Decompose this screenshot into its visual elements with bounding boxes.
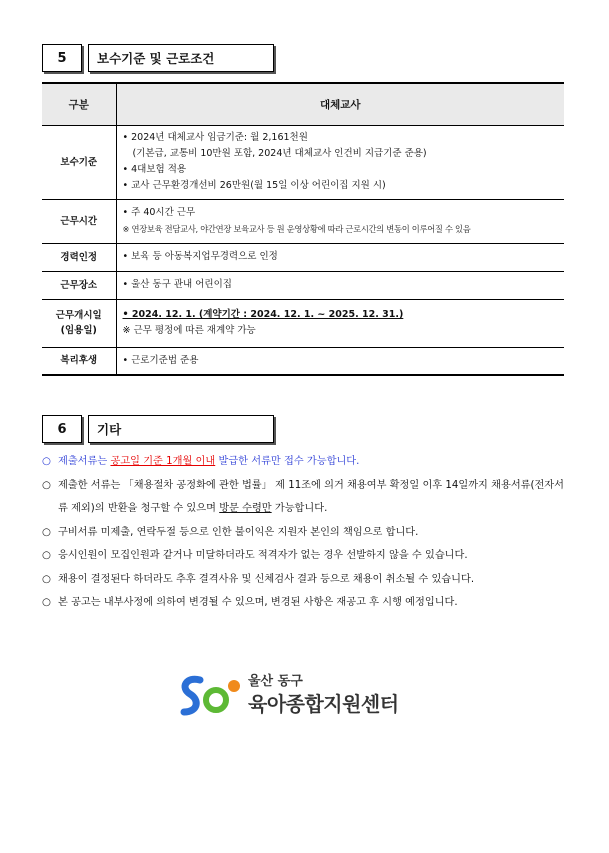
note-1-post: 발급한 서류만 접수 가능합니다. [215,456,360,467]
note-item-3 [42,521,564,545]
circle-bullet-icon: ○ [42,526,51,538]
start-label-line-2: (임용일) [60,325,97,336]
section-6-number: 6 [42,415,82,443]
circle-bullet-icon: ○ [42,456,51,467]
circle-bullet-icon: ○ [42,597,51,608]
row-start [42,299,564,347]
row-welfare-content: • 근로기준법 준용 [116,347,564,375]
start-label-line-1: 근무개시일 [55,310,102,321]
pay-line-1: • 2024년 대체교사 임금기준: 월 2,161천원 [122,132,308,143]
note-6-text: 본 공고는 내부사정에 의하여 변경될 수 있으며, 변경된 사항은 재공고 후 시행 예정입니다. [58,597,458,608]
table-header-row [42,83,564,125]
note-2-post: 가능합니다. [271,503,328,514]
circle-bullet-icon: ○ [42,479,51,491]
logo-line-2: 육아종합지원센터 [248,692,399,716]
note-2-underline: 방문 수령만 [219,503,272,514]
hours-note: ※ 연장보육 전담교사, 야간연장 보육교사 등 원 운영상황에 따라 근로시간의 변동이 이루어질 수 있음 [122,224,471,234]
circle-bullet-icon: ○ [42,573,51,585]
row-pay [42,125,564,199]
conditions-table [42,82,564,376]
circle-bullet-icon: ○ [42,550,51,561]
note-5-text: 채용이 결정된다 하더라도 추후 결격사유 및 신체검사 결과 등으로 채용이 취소될 수 있습니다. [58,573,475,585]
row-career [42,243,564,271]
section-6-header [42,415,274,443]
row-career-content: • 보육 등 아동복지업무경력으로 인정 [116,243,564,271]
header-category: 구분 [42,83,116,125]
logo-line-1: 울산 동구 [248,674,303,689]
pay-line-3: • 4대보험 적용 [122,164,187,175]
row-career-label: 경력인정 [42,243,116,271]
row-hours [42,199,564,243]
note-item-2 [42,474,564,521]
section-5-number: 5 [42,44,82,72]
note-3-text: 구비서류 미제출, 연락두절 등으로 인한 불이익은 지원자 본인의 책임으로 합니다. [58,526,419,538]
row-hours-label: 근무시간 [42,199,116,243]
section-5-header [42,44,274,72]
note-item-1 [42,450,564,474]
note-1-highlight: 공고일 기준 1개월 이내 [110,456,216,467]
row-place-label: 근무장소 [42,271,116,299]
center-logo [176,668,416,728]
start-date-line: • 2024. 12. 1. (계약기간 : 2024. 12. 1. ~ 2025. 12. 31.) [122,309,404,320]
row-welfare [42,347,564,375]
row-start-label [42,299,116,347]
pay-line-2: (기본급, 교통비 10만원 포함, 2024년 대체교사 인건비 지급기준 준용) [132,148,427,159]
row-place-content: • 울산 동구 관내 어린이집 [116,271,564,299]
section-6-title: 기타 [88,415,274,443]
row-hours-content [116,199,564,243]
pay-line-4: • 교사 근무환경개선비 26만원(월 15일 이상 어린이집 지원 시) [122,180,386,191]
logo-mark-icon [176,672,246,722]
note-item-6 [42,591,564,615]
start-note: ※ 근무 평정에 따른 재계약 가능 [122,325,256,336]
note-2-pre: 제출한 서류는 「채용절차 공정화에 관한 법률」 제 11조에 의거 채용여부 확정일 이후 14일까지 채용서류(전자서류 제외)의 반환을 청구할 수 있으며 [58,479,564,514]
row-start-content [116,299,564,347]
hours-line-1: • 주 40시간 근무 [122,207,196,218]
notes-list [42,450,564,615]
note-item-5 [42,568,564,592]
note-4-text: 응시인원이 모집인원과 같거나 미달하더라도 적격자가 없는 경우 선발하지 않을 수 있습니다. [58,550,468,561]
header-substitute-teacher: 대체교사 [116,83,564,125]
row-pay-label: 보수기준 [42,125,116,199]
row-welfare-label: 복리후생 [42,347,116,375]
row-place [42,271,564,299]
row-pay-content [116,125,564,199]
section-5-title: 보수기준 및 근로조건 [88,44,274,72]
note-1-pre: 제출서류는 [58,456,111,467]
note-item-4 [42,544,564,568]
